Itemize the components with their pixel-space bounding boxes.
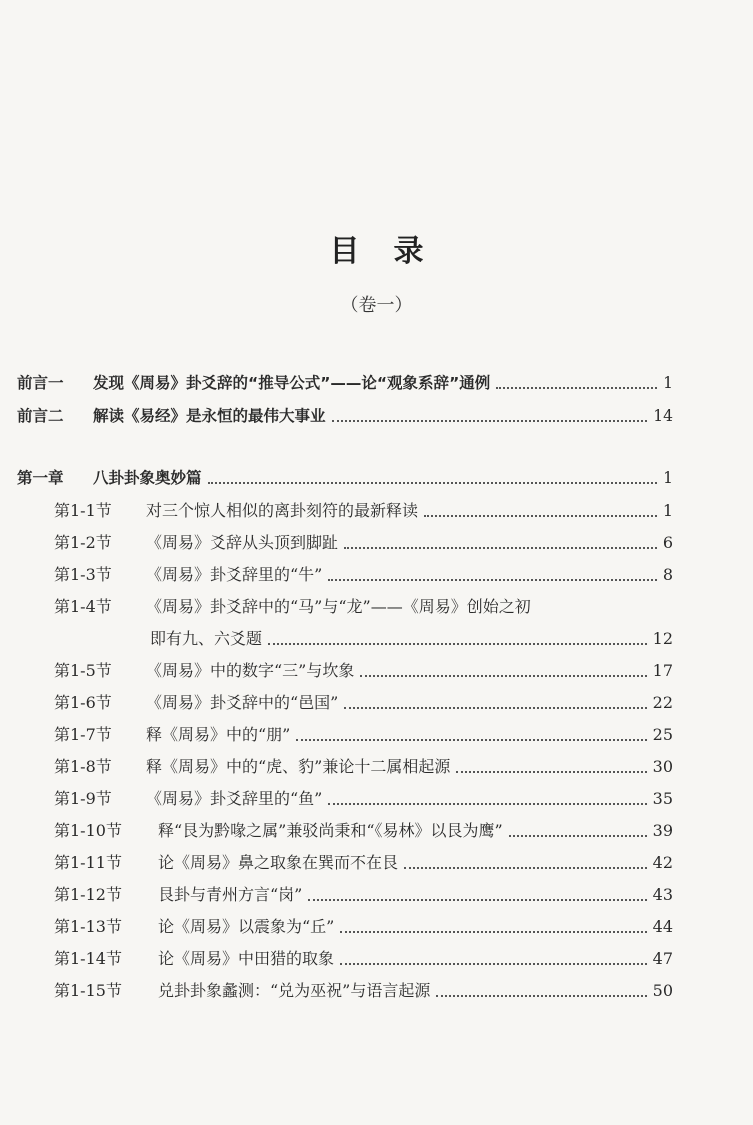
entry-number: 第1-13节 bbox=[54, 917, 122, 936]
dot-leader bbox=[360, 674, 646, 677]
dot-leader bbox=[424, 514, 657, 517]
entry-page: 6 bbox=[662, 533, 673, 552]
toc-entry-section[interactable] bbox=[54, 885, 673, 905]
toc-entry-section[interactable] bbox=[54, 821, 673, 841]
entry-page: 14 bbox=[653, 407, 673, 425]
entry-title: 论《周易》鼻之取象在巽而不在艮 bbox=[158, 853, 399, 872]
entry-number: 第1-7节 bbox=[54, 725, 112, 744]
dot-leader bbox=[344, 706, 646, 709]
dot-leader bbox=[509, 834, 647, 837]
entry-number: 第1-6节 bbox=[54, 693, 112, 712]
entry-page: 47 bbox=[652, 949, 673, 968]
toc-entry-section[interactable] bbox=[54, 597, 673, 617]
volume-label: （卷一） bbox=[340, 295, 413, 316]
entry-page: 44 bbox=[652, 917, 673, 936]
entry-number: 前言一 bbox=[17, 374, 64, 392]
page-title: 目录 bbox=[329, 234, 458, 269]
entry-title: 《周易》卦爻辞中的“邑国” bbox=[146, 693, 339, 712]
entry-title: 释《周易》中的“虎、豹”兼论十二属相起源 bbox=[146, 757, 451, 776]
entry-title: 《周易》爻辞从头顶到脚趾 bbox=[146, 533, 339, 552]
entry-title: 论《周易》以震象为“丘” bbox=[158, 917, 335, 936]
entry-title: 艮卦与青州方言“岗” bbox=[158, 885, 303, 904]
entry-number: 第1-12节 bbox=[54, 885, 122, 904]
entry-number: 第1-14节 bbox=[54, 949, 122, 968]
entry-title: 兑卦卦象蠡测：“兑为巫祝”与语言起源 bbox=[158, 981, 431, 1000]
entry-title: 解读《易经》是永恒的最伟大事业 bbox=[93, 407, 326, 425]
dot-leader bbox=[328, 802, 646, 805]
entry-page: 8 bbox=[662, 565, 673, 584]
entry-title: 八卦卦象奥妙篇 bbox=[93, 469, 202, 487]
toc-entry-section[interactable] bbox=[54, 661, 673, 681]
entry-page: 25 bbox=[652, 725, 673, 744]
entry-page: 22 bbox=[652, 693, 673, 712]
dot-leader bbox=[296, 738, 646, 741]
dot-leader bbox=[268, 642, 647, 645]
toc-entry-preface-1[interactable] bbox=[17, 373, 673, 393]
entry-title: 《周易》中的数字“三”与坎象 bbox=[146, 661, 355, 680]
entry-number: 第1-2节 bbox=[54, 533, 112, 552]
entry-number: 第1-1节 bbox=[54, 501, 112, 520]
entry-page: 39 bbox=[652, 821, 673, 840]
entry-page: 30 bbox=[652, 757, 673, 776]
entry-number: 第一章 bbox=[17, 469, 64, 487]
entry-number: 第1-3节 bbox=[54, 565, 112, 584]
entry-title: 《周易》卦爻辞中的“马”与“龙”——《周易》创始之初 bbox=[146, 597, 531, 616]
toc-entry-preface-2[interactable] bbox=[17, 406, 673, 426]
entry-page: 1 bbox=[663, 469, 673, 487]
dot-leader bbox=[308, 898, 646, 901]
dot-leader bbox=[208, 481, 658, 484]
entry-number: 第1-15节 bbox=[54, 981, 122, 1000]
toc-entry-section[interactable] bbox=[54, 853, 673, 873]
toc-entry-section[interactable] bbox=[54, 565, 673, 585]
entry-number: 第1-8节 bbox=[54, 757, 112, 776]
entry-number: 第1-4节 bbox=[54, 597, 112, 616]
entry-title: 释“艮为黔喙之属”兼驳尚秉和“《易林》以艮为鹰” bbox=[158, 821, 503, 840]
toc-entry-section[interactable] bbox=[54, 949, 673, 969]
entry-number: 第1-9节 bbox=[54, 789, 112, 808]
dot-leader bbox=[340, 930, 646, 933]
toc-entry-section[interactable] bbox=[54, 501, 673, 521]
dot-leader bbox=[340, 962, 647, 965]
entry-page: 35 bbox=[652, 789, 673, 808]
toc-entry-section[interactable] bbox=[54, 693, 673, 713]
entry-title: 《周易》卦爻辞里的“鱼” bbox=[146, 789, 323, 808]
entry-number: 第1-5节 bbox=[54, 661, 112, 680]
toc-entry-section[interactable] bbox=[54, 917, 673, 937]
entry-number: 前言二 bbox=[17, 407, 64, 425]
entry-title: 对三个惊人相似的离卦刻符的最新释读 bbox=[146, 501, 419, 520]
dot-leader bbox=[344, 546, 657, 549]
toc-entry-section[interactable] bbox=[54, 981, 673, 1001]
entry-page: 50 bbox=[652, 981, 673, 1000]
entry-title: 论《周易》中田猎的取象 bbox=[158, 949, 335, 968]
toc-entry-section-continued[interactable] bbox=[150, 629, 673, 649]
entry-number: 第1-11节 bbox=[54, 853, 122, 872]
entry-page: 17 bbox=[652, 661, 673, 680]
toc-entry-section[interactable] bbox=[54, 725, 673, 745]
toc-entry-section[interactable] bbox=[54, 533, 673, 553]
entry-number: 第1-10节 bbox=[54, 821, 122, 840]
dot-leader bbox=[404, 866, 647, 869]
dot-leader bbox=[496, 386, 657, 389]
dot-leader bbox=[328, 578, 656, 581]
entry-page: 1 bbox=[662, 501, 673, 520]
entry-page: 43 bbox=[652, 885, 673, 904]
entry-page: 42 bbox=[652, 853, 673, 872]
entry-page: 1 bbox=[663, 374, 673, 392]
dot-leader bbox=[332, 419, 648, 422]
entry-title-continued: 即有九、六爻题 bbox=[150, 629, 263, 648]
dot-leader bbox=[436, 994, 646, 997]
entry-title: 《周易》卦爻辞里的“牛” bbox=[146, 565, 323, 584]
dot-leader bbox=[456, 770, 646, 773]
entry-title: 发现《周易》卦爻辞的“推导公式”——论“观象系辞”通例 bbox=[93, 374, 491, 392]
toc-entry-section[interactable] bbox=[54, 789, 673, 809]
entry-title: 释《周易》中的“朋” bbox=[146, 725, 291, 744]
entry-page: 12 bbox=[652, 629, 673, 648]
toc-entry-chapter-1[interactable] bbox=[17, 468, 673, 488]
toc-entry-section[interactable] bbox=[54, 757, 673, 777]
